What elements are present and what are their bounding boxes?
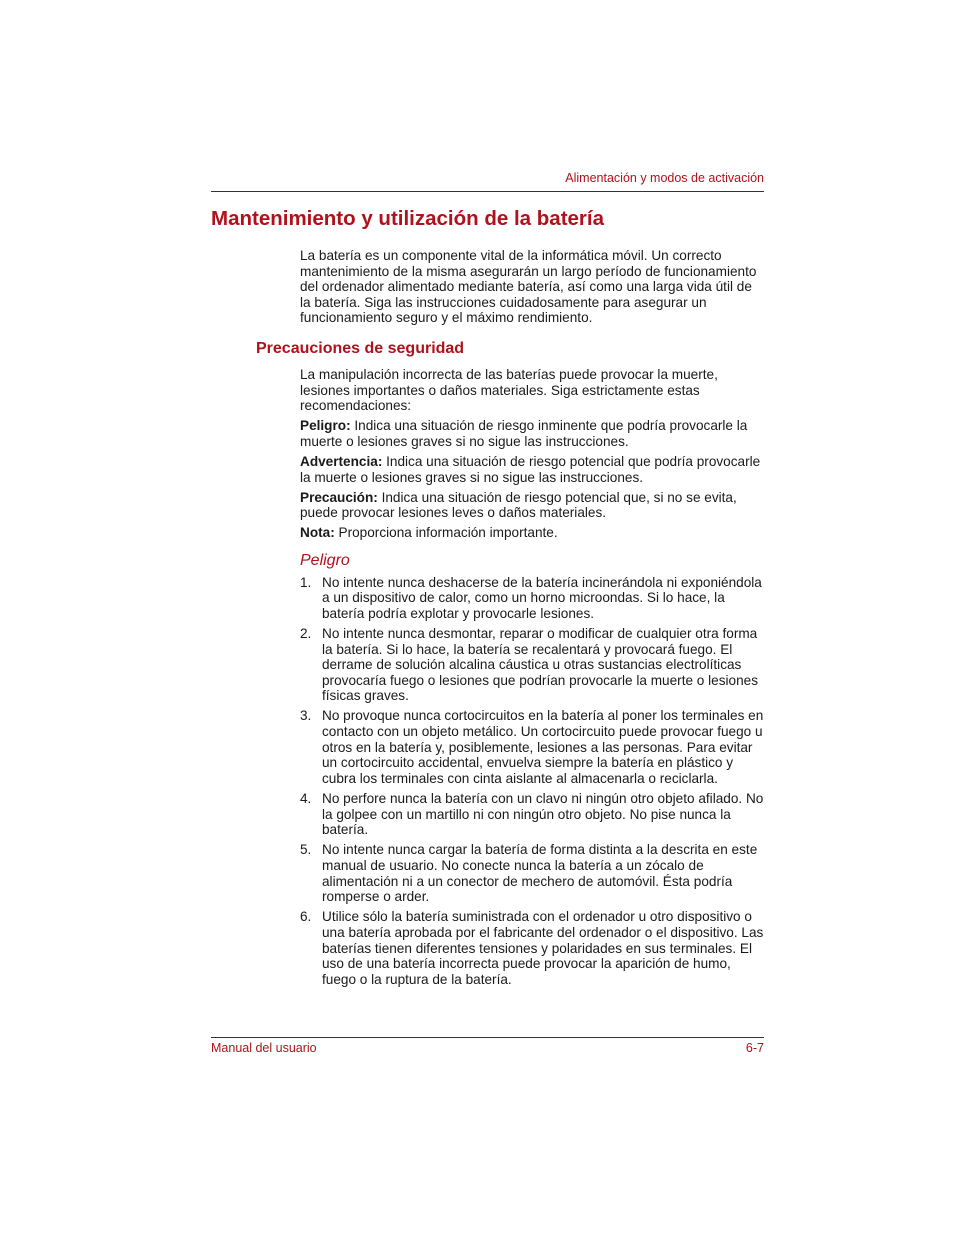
definition-peligro [300,418,764,449]
list-number: 2. [300,625,312,641]
safety-paragraph: La manipulación incorrecta de las baterías puede provocar la muerte, lesiones importantes o daños materiales. Siga estrictamente estas recomendaciones: [300,367,718,414]
list-number: 5. [300,842,312,858]
list-number: 3. [300,708,312,724]
definition-term: Peligro: [300,418,351,434]
definition-text: Indica una situación de riesgo inminente que podría provocarle la muerte o lesiones graves si no sigue las instrucciones. [300,418,748,449]
page-number: 6-7 [745,1041,764,1055]
list-item [300,708,764,786]
definition-text: Indica una situación de riesgo potencial que podría provocarle la muerte o lesiones graves si no sigue las instrucciones. [300,453,761,485]
list-text: Utilice sólo la batería suministrada con el ordenador u otro dispositivo o una batería aprobada por el fabricante del ordenador o el dispositivo. Las baterías tienen diferentes tensiones y polaridades en sus terminales. El uso de una batería incorrecta puede provocar la aparición de humo, fuego o la ruptura de la batería. [322,909,764,987]
definition-term: Precaución: [300,489,378,505]
definition-term: Nota: [300,525,335,541]
list-item [300,791,764,838]
list-item [300,575,764,622]
definition-text: Indica una situación de riesgo potencial que, si no se evita, puede provocar lesiones leves o daños materiales. [300,489,737,521]
footer-rule [211,1037,764,1038]
list-text: No perfore nunca la batería con un clavo ni ningún otro objeto afilado. No la golpee con un martillo ni con ningún otro objeto. No pise nunca la batería. [322,791,764,838]
running-header: Alimentación y modos de activación [565,171,764,185]
safety-heading: Precauciones de seguridad [256,340,465,357]
definition-advertencia [300,454,764,485]
danger-heading: Peligro [300,551,350,569]
list-text: No intente nunca deshacerse de la batería incinerándola ni exponiéndola a un dispositivo de calor, como un horno microondas. Si lo hace, la batería podría explotar y provocarle lesiones. [322,574,762,621]
list-number: 6. [300,909,312,925]
list-item [300,842,764,904]
footer-manual-title: Manual del usuario [211,1041,317,1055]
danger-list [300,575,764,988]
list-text: No intente nunca desmontar, reparar o modificar de cualquier otra forma la batería. Si lo hace, la batería se recalentará y provocará fuego. El derrame de solución alcalina cáustica u otras sustancias electrolíticas provocaría fuego o lesiones que podrían provocarle la muerte o lesiones físicas graves. [322,625,759,704]
definition-nota [300,525,764,541]
section-title: Mantenimiento y utilización de la batería [211,207,604,230]
safety-body [300,367,764,992]
intro-paragraph: La batería es un componente vital de la informática móvil. Un correcto mantenimiento de la misma asegurarán un largo período de funcionamiento del ordenador alimentado mediante batería, así como una larga vida útil de la batería. Siga las instrucciones cuidadosamente para asegurar un funcionamiento seguro y el máximo rendimiento. [300,248,757,326]
list-text: No provoque nunca cortocircuitos en la batería al poner los terminales en contacto con un objeto metálico. Un cortocircuito puede provocar fuego u otros en la batería y, posiblemente, lesiones a las personas. Para evitar un cortocircuito accidental, envuelva siempre la batería en plástico y cubra los terminales con cinta aislante al almacenarla o reciclarla. [322,708,764,786]
definition-text: Proporciona información importante. [334,525,558,541]
header-rule [211,191,764,192]
list-number: 1. [300,574,312,590]
list-item [300,909,764,987]
list-text: No intente nunca cargar la batería de forma distinta a la descrita en este manual de usuario. No conecte nunca la batería a un zócalo de alimentación ni a un conector de mechero de automóvil. Ésta podría romperse o arder. [322,842,758,905]
list-number: 4. [300,791,312,807]
definition-precaucion [300,490,764,521]
definition-term: Advertencia: [300,453,383,469]
list-item [300,626,764,704]
